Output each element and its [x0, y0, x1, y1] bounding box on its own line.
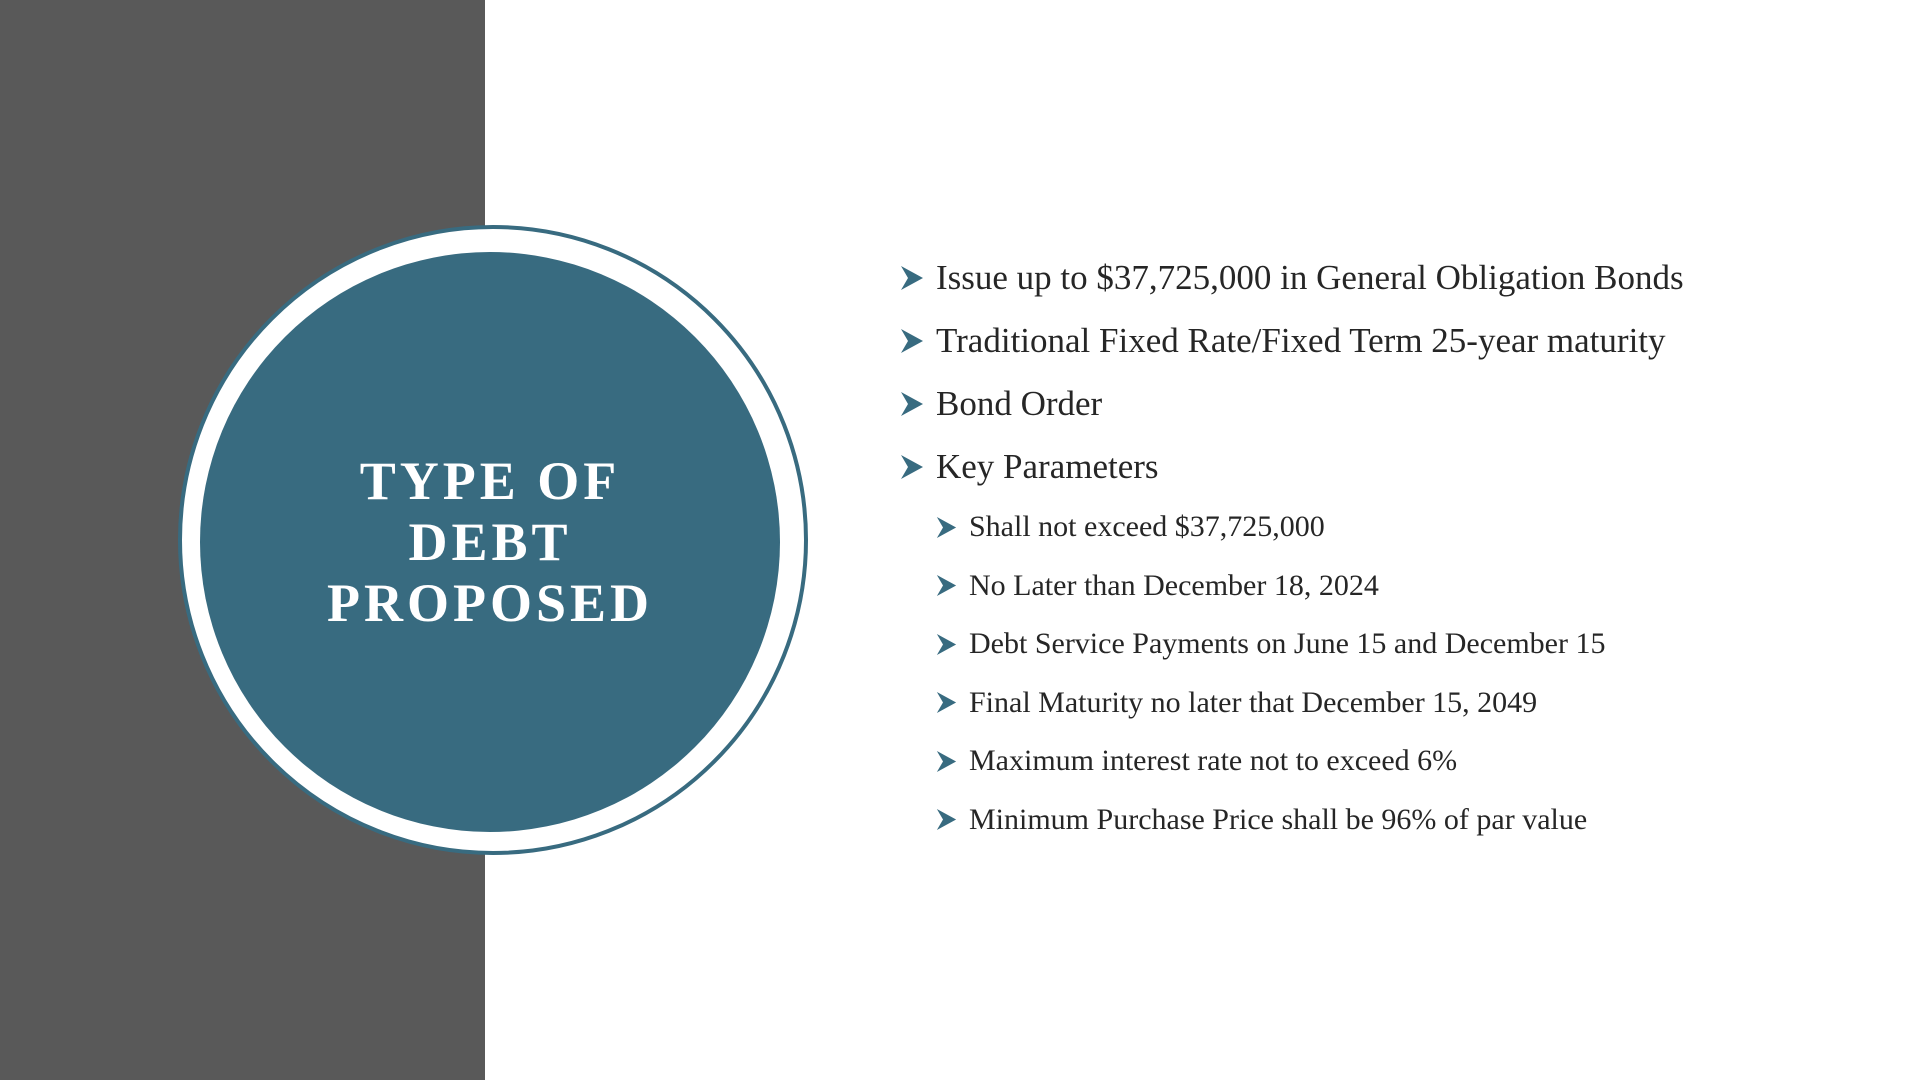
sub-bullet-text: Minimum Purchase Price shall be 96% of par value — [969, 802, 1588, 836]
bullet-item — [900, 435, 1684, 498]
arrowhead-bullet-icon — [900, 391, 924, 417]
bullet-text: Key Parameters — [936, 446, 1159, 486]
arrowhead-bullet-icon — [936, 633, 957, 656]
arrowhead-bullet-icon — [936, 750, 957, 773]
bullet-list — [900, 246, 1684, 849]
arrowhead-bullet-icon — [936, 574, 957, 597]
arrowhead-bullet-icon — [936, 691, 957, 714]
sub-bullet-text: Maximum interest rate not to exceed 6% — [969, 744, 1458, 778]
slide-title: TYPE OF DEBT PROPOSED — [326, 450, 654, 633]
sub-bullet-text: Debt Service Payments on June 15 and December 15 — [969, 627, 1606, 661]
sub-bullet-item — [900, 498, 1684, 557]
arrowhead-bullet-icon — [900, 454, 924, 480]
sub-bullet-text: No Later than December 18, 2024 — [969, 568, 1379, 602]
bullet-text: Issue up to $37,725,000 in General Obligation Bonds — [936, 257, 1684, 297]
arrowhead-bullet-icon — [936, 808, 957, 831]
bullet-item — [900, 246, 1684, 309]
sub-bullet-item — [900, 557, 1684, 616]
bullet-item — [900, 372, 1684, 435]
sub-bullet-item — [900, 732, 1684, 791]
arrowhead-bullet-icon — [900, 328, 924, 354]
bullet-item — [900, 309, 1684, 372]
sub-bullet-item — [900, 791, 1684, 850]
bullet-text: Traditional Fixed Rate/Fixed Term 25-year maturity — [936, 320, 1666, 360]
bullet-text: Bond Order — [936, 383, 1103, 423]
sub-bullet-item — [900, 674, 1684, 733]
arrowhead-bullet-icon — [936, 516, 957, 539]
sub-bullet-text: Shall not exceed $37,725,000 — [969, 510, 1325, 544]
arrowhead-bullet-icon — [900, 265, 924, 291]
title-circle — [200, 252, 780, 832]
sub-bullet-item — [900, 615, 1684, 674]
sub-bullet-text: Final Maturity no later that December 15, 2049 — [969, 685, 1538, 719]
